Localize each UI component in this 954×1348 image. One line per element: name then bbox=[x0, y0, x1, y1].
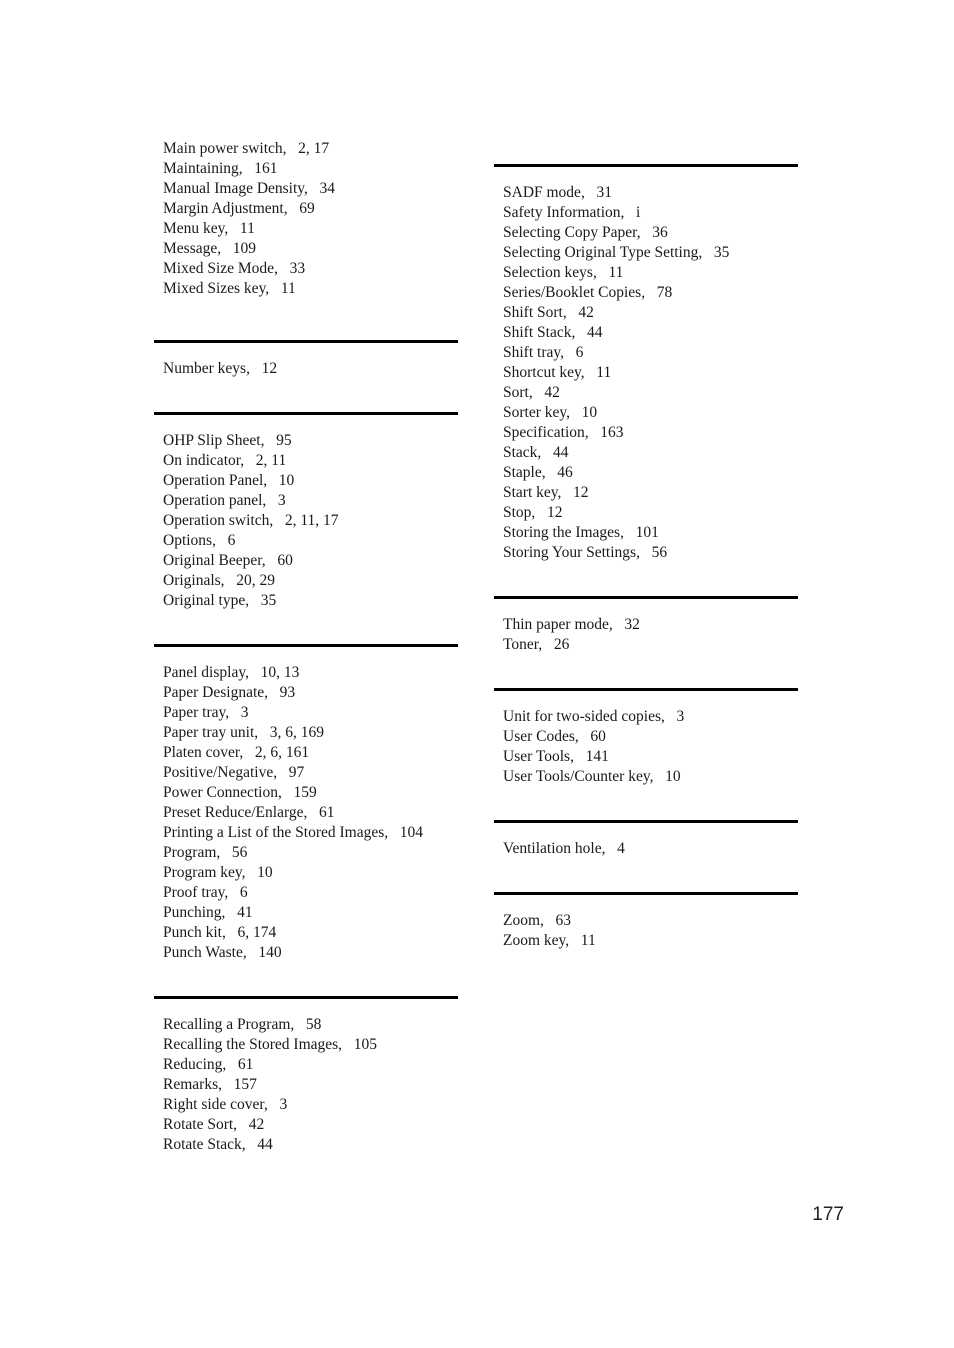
index-page-refs: 69 bbox=[299, 200, 315, 217]
index-term: Rotate Stack, bbox=[163, 1136, 246, 1153]
index-entry bbox=[494, 747, 798, 767]
index-page-refs: 2, 11 bbox=[255, 452, 287, 469]
index-term: Selecting Copy Paper, bbox=[503, 224, 641, 241]
index-page-refs: 20, 29 bbox=[236, 572, 275, 589]
index-term: Zoom, bbox=[503, 912, 544, 929]
index-term: Punching, bbox=[163, 904, 226, 921]
index-entry bbox=[494, 707, 798, 727]
index-entry bbox=[154, 1095, 458, 1115]
index-entry bbox=[154, 803, 458, 823]
index-page-refs: 157 bbox=[233, 1076, 257, 1093]
index-entry bbox=[154, 219, 458, 239]
index-entry bbox=[154, 239, 458, 259]
index-page-refs: 42 bbox=[578, 304, 594, 321]
index-term: Right side cover, bbox=[163, 1096, 268, 1113]
index-page-refs: 34 bbox=[319, 180, 336, 197]
index-page-refs: 56 bbox=[231, 844, 248, 861]
index-term: Reducing, bbox=[163, 1056, 227, 1073]
index-term: Punch kit, bbox=[163, 924, 226, 941]
index-page-refs: 105 bbox=[353, 1036, 377, 1053]
index-term: Rotate Sort, bbox=[163, 1116, 238, 1133]
index-term: Storing Your Settings, bbox=[503, 544, 640, 561]
index-term: Toner, bbox=[503, 636, 543, 653]
index-page-refs: 4 bbox=[617, 840, 625, 857]
index-page-refs: 163 bbox=[600, 424, 624, 441]
index-term: Message, bbox=[163, 240, 222, 257]
index-term: Menu key, bbox=[163, 220, 229, 237]
index-group bbox=[494, 892, 798, 951]
index-group bbox=[154, 412, 458, 611]
index-entry bbox=[154, 883, 458, 903]
index-page-refs: 60 bbox=[277, 552, 293, 569]
index-term: Operation Panel, bbox=[163, 472, 268, 489]
index-page-refs: 3 bbox=[277, 492, 286, 509]
index-entry bbox=[154, 903, 458, 923]
index-page-refs: 35 bbox=[260, 592, 277, 609]
index-term: Selection keys, bbox=[503, 264, 597, 281]
index-entry bbox=[494, 911, 798, 931]
index-page-refs: 11 bbox=[280, 280, 296, 297]
section-rule bbox=[154, 644, 458, 647]
index-page-refs: 26 bbox=[553, 636, 570, 653]
index-term: Zoom key, bbox=[503, 932, 570, 949]
index-page-refs: 31 bbox=[596, 184, 612, 201]
index-entry bbox=[154, 763, 458, 783]
index-term: Series/Booklet Copies, bbox=[503, 284, 646, 301]
index-page-refs: 56 bbox=[651, 544, 668, 561]
index-page-refs: 10 bbox=[665, 768, 681, 785]
index-entry bbox=[154, 683, 458, 703]
index-entry bbox=[494, 223, 798, 243]
index-term: Recalling a Program, bbox=[163, 1016, 295, 1033]
page-number: 177 bbox=[812, 1204, 844, 1225]
index-term: Punch Waste, bbox=[163, 944, 247, 961]
index-entry bbox=[494, 615, 798, 635]
index-term: Mixed Size Mode, bbox=[163, 260, 278, 277]
index-term: Power Connection, bbox=[163, 784, 282, 801]
index-page-refs: 10, 13 bbox=[260, 664, 300, 681]
index-entry bbox=[154, 139, 458, 159]
index-entry bbox=[154, 863, 458, 883]
index-entry bbox=[154, 1055, 458, 1075]
index-term: Stop, bbox=[503, 504, 536, 521]
index-term: Platen cover, bbox=[163, 744, 244, 761]
index-term: Shortcut key, bbox=[503, 364, 585, 381]
index-entry bbox=[154, 471, 458, 491]
index-page-refs: 97 bbox=[288, 764, 305, 781]
index-page-refs: 35 bbox=[713, 244, 730, 261]
section-rule bbox=[154, 340, 458, 343]
index-term: Program key, bbox=[163, 864, 246, 881]
section-rule bbox=[494, 820, 798, 823]
index-entry bbox=[154, 1115, 458, 1135]
index-entry bbox=[494, 727, 798, 747]
index-group bbox=[494, 164, 798, 563]
index-entry bbox=[154, 1035, 458, 1055]
index-page-refs: 44 bbox=[257, 1136, 273, 1153]
index-term: Positive/Negative, bbox=[163, 764, 278, 781]
index-page-refs: 44 bbox=[586, 324, 603, 341]
index-term: Paper Designate, bbox=[163, 684, 269, 701]
index-term: Paper tray, bbox=[163, 704, 230, 721]
index-group bbox=[154, 139, 458, 299]
index-term: Program, bbox=[163, 844, 221, 861]
index-term: Preset Reduce/Enlarge, bbox=[163, 804, 308, 821]
index-page-refs: 61 bbox=[318, 804, 335, 821]
index-term: Paper tray unit, bbox=[163, 724, 259, 741]
index-entry bbox=[154, 431, 458, 451]
index-term: SADF mode, bbox=[503, 184, 585, 201]
index-page-refs: 104 bbox=[399, 824, 424, 841]
index-entry bbox=[154, 723, 458, 743]
index-page-refs: 42 bbox=[248, 1116, 265, 1133]
index-entry bbox=[154, 451, 458, 471]
index-term: Main power switch, bbox=[163, 140, 287, 157]
index-term: Panel display, bbox=[163, 664, 249, 681]
section-rule bbox=[494, 596, 798, 599]
index-term: Operation panel, bbox=[163, 492, 267, 509]
index-entry bbox=[154, 591, 458, 611]
index-entry bbox=[154, 159, 458, 179]
index-page-refs: 161 bbox=[254, 160, 278, 177]
index-entry bbox=[154, 923, 458, 943]
index-entry bbox=[154, 279, 458, 299]
index-entry bbox=[494, 383, 798, 403]
index-page-refs: 101 bbox=[635, 524, 659, 541]
index-entry bbox=[494, 463, 798, 483]
index-term: Ventilation hole, bbox=[503, 840, 606, 857]
index-page-refs: 10 bbox=[257, 864, 273, 881]
index-term: OHP Slip Sheet, bbox=[163, 432, 265, 449]
index-entry bbox=[494, 423, 798, 443]
index-page-refs: 12 bbox=[261, 360, 278, 377]
index-page-refs: 10 bbox=[581, 404, 598, 421]
index-page-refs: 11 bbox=[239, 220, 255, 237]
index-entry bbox=[154, 1075, 458, 1095]
index-entry bbox=[154, 571, 458, 591]
index-term: Shift tray, bbox=[503, 344, 564, 361]
index-term: Recalling the Stored Images, bbox=[163, 1036, 343, 1053]
index-entry bbox=[494, 523, 798, 543]
index-entry bbox=[494, 543, 798, 563]
index-page-refs: 11 bbox=[608, 264, 624, 281]
index-entry bbox=[494, 283, 798, 303]
index-page-refs: 63 bbox=[555, 912, 572, 929]
index-entry bbox=[494, 363, 798, 383]
index-page-refs: 93 bbox=[279, 684, 296, 701]
index-term: Original Beeper, bbox=[163, 552, 266, 569]
index-page-refs: 6, 174 bbox=[237, 924, 277, 941]
index-entry bbox=[494, 403, 798, 423]
index-group bbox=[154, 340, 458, 379]
index-page-refs: 3, 6, 169 bbox=[269, 724, 325, 741]
index-term: Specification, bbox=[503, 424, 589, 441]
index-entry bbox=[494, 767, 798, 787]
index-term: Stack, bbox=[503, 444, 542, 461]
index-page-refs: 11 bbox=[596, 364, 612, 381]
index-entry bbox=[494, 323, 798, 343]
index-entry bbox=[494, 443, 798, 463]
index-page-refs: 60 bbox=[590, 728, 606, 745]
index-group bbox=[494, 596, 798, 655]
index-entry bbox=[154, 703, 458, 723]
index-page-refs: 44 bbox=[552, 444, 569, 461]
index-entry bbox=[494, 263, 798, 283]
index-page-refs: 2, 6, 161 bbox=[254, 744, 310, 761]
index-entry bbox=[154, 199, 458, 219]
index-term: Mixed Sizes key, bbox=[163, 280, 270, 297]
index-term: Shift Stack, bbox=[503, 324, 576, 341]
index-entry bbox=[154, 783, 458, 803]
index-entry bbox=[494, 303, 798, 323]
index-page-refs: 6 bbox=[575, 344, 584, 361]
index-group bbox=[154, 644, 458, 963]
index-entry bbox=[494, 203, 798, 223]
index-term: Safety Information, bbox=[503, 204, 625, 221]
index-entry bbox=[154, 943, 458, 963]
index-page-refs: i bbox=[636, 204, 641, 221]
index-term: Margin Adjustment, bbox=[163, 200, 288, 217]
index-page-refs: 159 bbox=[293, 784, 317, 801]
index-entry bbox=[494, 343, 798, 363]
index-page-refs: 3 bbox=[240, 704, 249, 721]
section-rule bbox=[494, 164, 798, 167]
index-term: User Codes, bbox=[503, 728, 579, 745]
index-page-refs: 33 bbox=[289, 260, 306, 277]
index-entry bbox=[494, 503, 798, 523]
index-term: Storing the Images, bbox=[503, 524, 624, 541]
index-term: Originals, bbox=[163, 572, 225, 589]
index-page-refs: 140 bbox=[258, 944, 282, 961]
section-rule bbox=[154, 996, 458, 999]
index-term: Shift Sort, bbox=[503, 304, 567, 321]
index-entry bbox=[154, 359, 458, 379]
index-term: Remarks, bbox=[163, 1076, 222, 1093]
index-entry bbox=[154, 551, 458, 571]
index-page-refs: 78 bbox=[656, 284, 673, 301]
index-term: Number keys, bbox=[163, 360, 250, 377]
index-term: On indicator, bbox=[163, 452, 245, 469]
index-page-refs: 6 bbox=[239, 884, 248, 901]
index-page-refs: 95 bbox=[276, 432, 292, 449]
index-group bbox=[154, 996, 458, 1155]
index-term: Thin paper mode, bbox=[503, 616, 613, 633]
index-entry bbox=[494, 183, 798, 203]
section-rule bbox=[154, 412, 458, 415]
index-term: Manual Image Density, bbox=[163, 180, 308, 197]
index-entry bbox=[154, 511, 458, 531]
index-page-refs: 2, 17 bbox=[298, 140, 330, 157]
index-term: Operation switch, bbox=[163, 512, 274, 529]
index-entry bbox=[154, 1015, 458, 1035]
index-entry bbox=[494, 243, 798, 263]
index-entry bbox=[154, 1135, 458, 1155]
index-entry bbox=[494, 483, 798, 503]
section-rule bbox=[494, 892, 798, 895]
index-page-refs: 12 bbox=[546, 504, 563, 521]
index-page-refs: 32 bbox=[624, 616, 640, 633]
index-term: Selecting Original Type Setting, bbox=[503, 244, 703, 261]
index-entry bbox=[154, 743, 458, 763]
index-entry bbox=[154, 663, 458, 683]
index-entry bbox=[154, 179, 458, 199]
index-page-refs: 61 bbox=[237, 1056, 254, 1073]
index-entry bbox=[154, 259, 458, 279]
index-page-refs: 10 bbox=[278, 472, 295, 489]
index-entry bbox=[154, 531, 458, 551]
index-page-refs: 3 bbox=[279, 1096, 288, 1113]
index-term: Unit for two-sided copies, bbox=[503, 708, 665, 725]
index-page-refs: 12 bbox=[573, 484, 589, 501]
index-page-refs: 46 bbox=[557, 464, 573, 481]
index-term: Staple, bbox=[503, 464, 546, 481]
index-page-refs: 3 bbox=[676, 708, 685, 725]
index-entry bbox=[154, 843, 458, 863]
index-page-refs: 11 bbox=[580, 932, 596, 949]
index-term: Sorter key, bbox=[503, 404, 571, 421]
index-entry bbox=[494, 931, 798, 951]
index-term: User Tools, bbox=[503, 748, 574, 765]
index-term: Options, bbox=[163, 532, 216, 549]
index-term: Original type, bbox=[163, 592, 250, 609]
index-page-refs: 36 bbox=[652, 224, 668, 241]
index-term: Proof tray, bbox=[163, 884, 229, 901]
index-term: Start key, bbox=[503, 484, 562, 501]
index-entry bbox=[494, 839, 798, 859]
index-term: Maintaining, bbox=[163, 160, 243, 177]
index-entry bbox=[494, 635, 798, 655]
index-group bbox=[494, 688, 798, 787]
index-page-refs: 109 bbox=[232, 240, 256, 257]
index-page-refs: 58 bbox=[305, 1016, 322, 1033]
index-page-refs: 42 bbox=[544, 384, 560, 401]
index-page-refs: 41 bbox=[237, 904, 253, 921]
index-group bbox=[494, 820, 798, 859]
index-page-refs: 2, 11, 17 bbox=[284, 512, 339, 529]
index-entry bbox=[154, 491, 458, 511]
section-rule bbox=[494, 688, 798, 691]
index-page-refs: 141 bbox=[585, 748, 609, 765]
index-page-refs: 6 bbox=[227, 532, 236, 549]
index-entry bbox=[154, 823, 458, 843]
index-term: User Tools/Counter key, bbox=[503, 768, 654, 785]
index-term: Printing a List of the Stored Images, bbox=[163, 824, 389, 841]
index-term: Sort, bbox=[503, 384, 533, 401]
